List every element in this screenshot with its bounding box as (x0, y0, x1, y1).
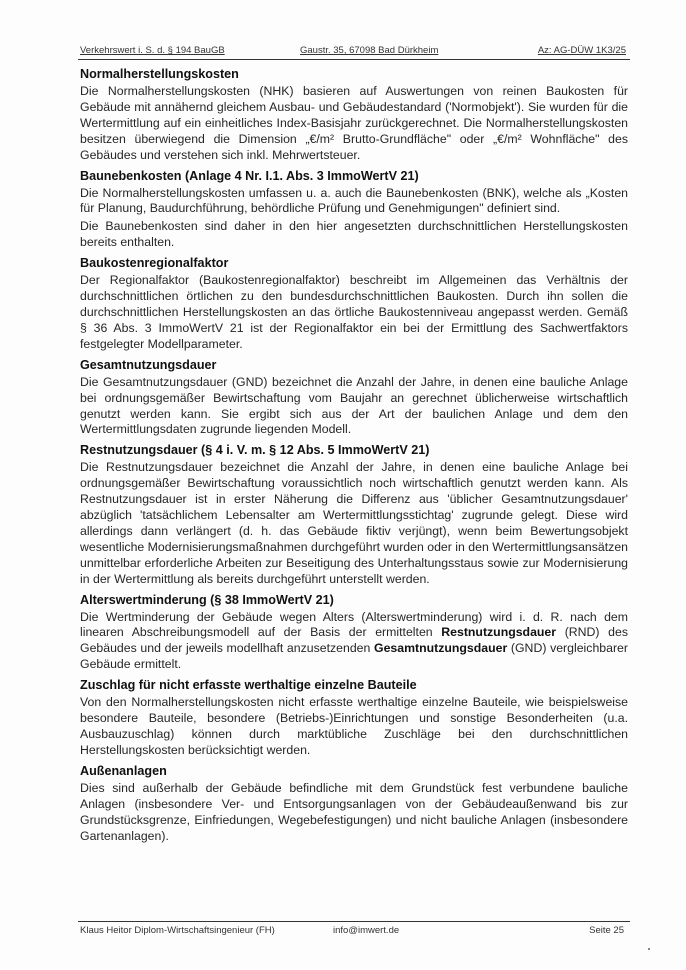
section-paragraph: Der Regionalfaktor (Baukostenregionalfaktor) beschreibt im Allgemeinen das Verhältnis der durchschnittlichen örtlichen zu den bundesdurchschnittlichen Baukosten. Durch ihn sollen die durchschnittlichen Herstellungskosten an das örtliche Baukostenniveau angepasst werden. Gemäß § 36 Abs. 3 ImmoWertV 21 ist der Regionalfaktor ein bei der Ermittlung des Sachwertfaktors festgelegter Modellparameter. (80, 273, 628, 351)
section-paragraph: Die Restnutzungsdauer bezeichnet die Anzahl der Jahre, in denen eine bauliche Anlage bei ordnungsgemäßer Bewirtschaftung voraussichtlich noch wirtschaftlich genutzt werden kann. Als Restnutzungsdauer ist in erster Näherung die Differenz aus 'üblicher Gesamtnutzungsdauer' abzüglich 'tatsächlichem Lebensalter am Wertermittlungsstichtag' zugrunde gelegt. Diese wird allerdings dann verlängert (d. h. das Gebäude fiktiv verjüngt), wenn beim Bewertungsobjekt wesentliche Modernisierungsmaßnahmen durchgeführt wurden oder in den Wertermittlungsansätzen unmittelbar erforderliche Arbeiten zur Beseitigung des Unterhaltungsstaus sowie zur Modernisierung in der Wertermittlung als bereits durchgeführt unterstellt werden. (80, 460, 628, 586)
section (80, 592, 628, 674)
section (80, 677, 628, 759)
section (80, 357, 628, 439)
section (80, 66, 628, 164)
text-run: (GND) vergleichbarer Gebäude ermittelt. (80, 641, 628, 672)
section-heading: Baukostenregionalfaktor (80, 256, 229, 271)
section-paragraph (80, 610, 628, 674)
page-footer (78, 921, 630, 938)
header-address: Gaustr. 35, 67098 Bad Dürkheim (300, 45, 439, 56)
section-heading: Baunebenkosten (Anlage 4 Nr. I.1. Abs. 3 ImmoWertV 21) (80, 168, 419, 183)
bold-term: Gesamtnutzungsdauer (374, 641, 508, 656)
section-heading: Zuschlag für nicht erfasste werthaltige einzelne Bauteile (80, 678, 417, 693)
header-file-number: Az: AG-DÜW 1K3/25 (537, 45, 626, 56)
section (80, 442, 628, 587)
section-heading: Alterswertminderung (§ 38 ImmoWertV 21) (80, 592, 334, 607)
page-number: Seite 25 (589, 925, 624, 936)
bold-term: Restnutzungsdauer (441, 625, 557, 640)
section-heading: Normalherstellungskosten (80, 67, 239, 81)
section-heading: Restnutzungsdauer (§ 4 i. V. m. § 12 Abs. 5 ImmoWertV 21) (80, 443, 430, 458)
header-title: Verkehrswert i. S. d. § 194 BauGB (80, 45, 225, 56)
section (80, 763, 628, 845)
section-paragraph: Die Gesamtnutzungsdauer (GND) bezeichnet die Anzahl der Jahre, in denen eine bauliche Anlage bei ordnungsgemäßer Bewirtschaftung vom Baujahr an gerechnet üblicherweise wirtschaftlich genutzt werden kann. Sie ergibt sich aus der Art der baulichen Anlage und dem den Wertermittlungsdaten zugrunde liegenden Modell. (80, 374, 628, 437)
section-paragraph: Von den Normalherstellungskosten nicht erfasste werthaltige einzelne Bauteile, wie beispielsweise besondere Bauteile, besondere (Betriebs-)Einrichtungen und sonstige Besonderheiten (u.a. Ausbauzuschlag) können durch marktübliche Zuschläge bei den durchschnittlichen Herstellungskosten berücksichtigt werden. (80, 695, 628, 757)
text-run: (RND) des Gebäudes und der jeweils modellhaft anzusetzenden (80, 625, 628, 656)
section-paragraph: Die Normalherstellungskosten umfassen u. a. auch die Baunebenkosten (BNK), welche als „Kosten für Planung, Baudurchführung, behördliche Prüfung und Genehmigungen" definiert sind. (80, 185, 628, 216)
document-body (80, 66, 628, 848)
text-run: Die Wertminderung der Gebäude wegen Alters (Alterswertminderung) wird i. d. R. nach dem linearen Abschreibungsmodell auf der Basis der ermittelten (80, 609, 628, 640)
section (80, 255, 628, 353)
scan-speck (648, 948, 650, 950)
section-paragraph: Dies sind außerhalb der Gebäude befindliche mit dem Grundstück fest verbundene bauliche Anlagen (insbesondere Ver- und Entsorgungsanlagen von der Gebäudeaußenwand bis zur Grundstücksgrenze, Einfriedungen, Wegebefestigungen) und nicht bauliche Anlagen (insbesondere Gartenanlagen). (80, 780, 628, 843)
section-paragraph: Die Baunebenkosten sind daher in den hier angesetzten durchschnittlichen Herstellungskosten bereits enthalten. (80, 219, 628, 250)
footer-email: info@imwert.de (333, 925, 400, 936)
section-heading: Außenanlagen (80, 763, 167, 778)
section-paragraph: Die Normalherstellungskosten (NHK) basieren auf Auswertungen von reinen Baukosten für Gebäude mit annähernd gleichem Ausbau- und Gebäudestandard ('Normobjekt'). Sie wurden für die Wertermittlung auf ein einheitliches Index-Basisjahr zurückgerechnet. Die Normalherstellungskosten besitzen überwiegend die Dimension „€/m² Brutto-Grundfläche" oder „€/m² Wohnfläche" des Gebäudes und verstehen sich inkl. Mehrwertsteuer. (80, 84, 628, 162)
section (80, 168, 628, 252)
page-header (78, 45, 630, 60)
section-heading: Gesamtnutzungsdauer (80, 357, 217, 372)
footer-author: Klaus Heitor Diplom-Wirtschaftsingenieur (FH) (80, 925, 275, 936)
